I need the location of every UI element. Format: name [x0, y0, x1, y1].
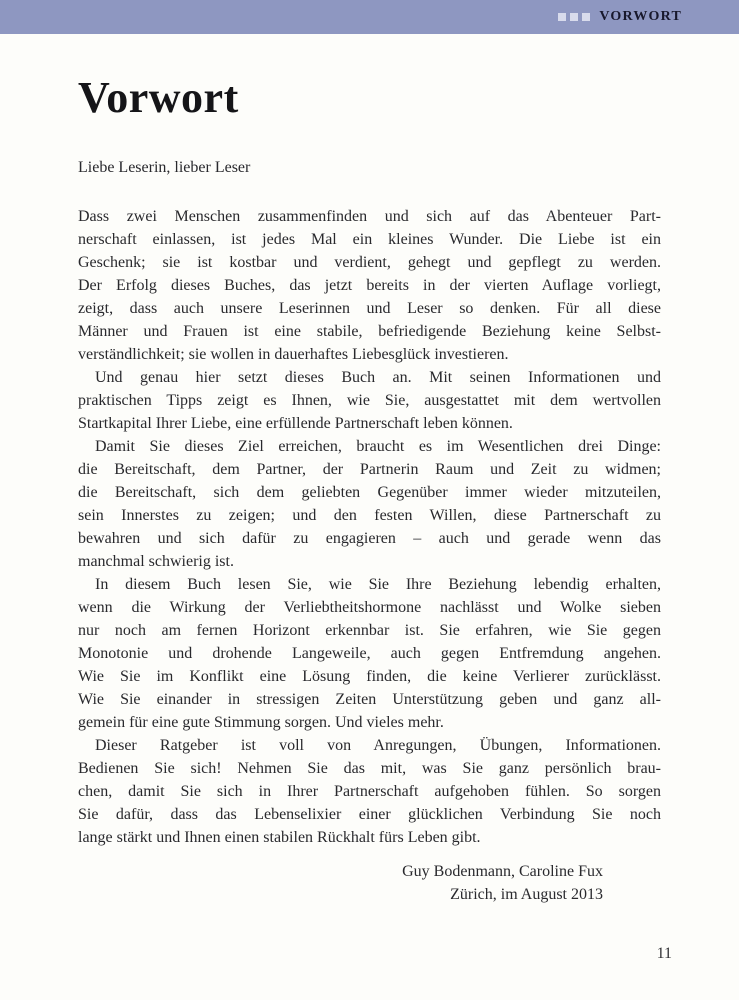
paragraph-line: nerschaft einlassen, ist jedes Mal ein kleines Wunder. Die Liebe ist ein: [78, 231, 661, 248]
paragraph-line: In diesem Buch lesen Sie, wie Sie Ihre Beziehung lebendig erhalten,: [95, 576, 661, 593]
header-chapter-label: VORWORT: [599, 9, 682, 24]
page-number: 11: [656, 945, 672, 962]
paragraph-line: Monotonie und drohende Langeweile, auch gegen Entfremdung angehen.: [78, 645, 661, 662]
signature-block: [78, 860, 661, 906]
paragraph-line: Startkapital Ihrer Liebe, eine erfüllende Partnerschaft leben können.: [78, 415, 513, 432]
header-squares: [558, 8, 594, 26]
paragraph-line: sein Innerstes zu zeigen; und den festen Willen, diese Partnerschaft zu: [78, 507, 661, 524]
paragraph-line: chen, damit Sie sich in Ihrer Partnerschaft aufgehoben fühlen. So sorgen: [78, 783, 661, 800]
paragraph: [78, 734, 661, 849]
header-content: [558, 0, 682, 34]
page-title: Vorwort: [78, 73, 239, 122]
paragraph-line: die Bereitschaft, dem Partner, der Partnerin Raum und Zeit zu widmen;: [78, 461, 661, 478]
paragraph-line: Dieser Ratgeber ist voll von Anregungen, Übungen, Informationen.: [95, 737, 661, 754]
paragraph-line: Wie Sie einander in stressigen Zeiten Unterstützung geben und ganz all-: [78, 691, 661, 708]
signature-authors: Guy Bodenmann, Caroline Fux: [402, 863, 603, 880]
header-square-icon: [570, 13, 578, 21]
paragraph-line: nur noch am fernen Horizont erkennbar ist. Sie erfahren, wie Sie gegen: [78, 622, 661, 639]
paragraph-line: Bedienen Sie sich! Nehmen Sie das mit, was Sie ganz persönlich brau-: [78, 760, 661, 777]
paragraph-line: wenn die Wirkung der Verliebtheitshormone nachlässt und Wolke sieben: [78, 599, 661, 616]
body-text: [78, 205, 661, 849]
signature-place-date: Zürich, im August 2013: [450, 886, 603, 903]
paragraph-line: die Bereitschaft, sich dem geliebten Gegenüber immer wieder mitzuteilen,: [78, 484, 661, 501]
paragraph-line: Und genau hier setzt dieses Buch an. Mit seinen Informationen und: [95, 369, 661, 386]
paragraph-line: zeigt, dass auch unsere Leserinnen und Leser so denken. Für all diese: [78, 300, 661, 317]
header-square-icon: [582, 13, 590, 21]
paragraph-line: Dass zwei Menschen zusammenfinden und sich auf das Abenteuer Part-: [78, 208, 661, 225]
salutation: Liebe Leserin, lieber Leser: [78, 159, 251, 176]
paragraph-line: Damit Sie dieses Ziel erreichen, braucht es im Wesentlichen drei Dinge:: [95, 438, 661, 455]
paragraph-line: Geschenk; sie ist kostbar und verdient, gehegt und gepflegt zu werden.: [78, 254, 661, 271]
paragraph-line: lange stärkt und Ihnen einen stabilen Rückhalt fürs Leben gibt.: [78, 829, 481, 846]
paragraph-line: manchmal schwierig ist.: [78, 553, 234, 570]
paragraph-line: Sie dafür, dass das Lebenselixier einer glücklichen Verbindung Sie noch: [78, 806, 661, 823]
paragraph: [78, 435, 661, 573]
paragraph-line: Wie Sie im Konflikt eine Lösung finden, die keine Verlierer zurücklässt.: [78, 668, 661, 685]
paragraph-line: gemein für eine gute Stimmung sorgen. Und vieles mehr.: [78, 714, 444, 731]
paragraph-line: Der Erfolg dieses Buches, das jetzt bereits in der vierten Auflage vorliegt,: [78, 277, 661, 294]
paragraph-line: verständlichkeit; sie wollen in dauerhaftes Liebesglück investieren.: [78, 346, 509, 363]
paragraph: [78, 366, 661, 435]
paragraph: [78, 573, 661, 734]
paragraph: [78, 205, 661, 366]
header-bar: [0, 0, 739, 34]
paragraph-line: bewahren und sich dafür zu engagieren – auch und gerade wenn das: [78, 530, 661, 547]
paragraph-line: Männer und Frauen ist eine stabile, befriedigende Beziehung keine Selbst-: [78, 323, 661, 340]
header-square-icon: [558, 13, 566, 21]
paragraph-line: praktischen Tipps zeigt es Ihnen, wie Sie, ausgestattet mit dem wertvollen: [78, 392, 661, 409]
